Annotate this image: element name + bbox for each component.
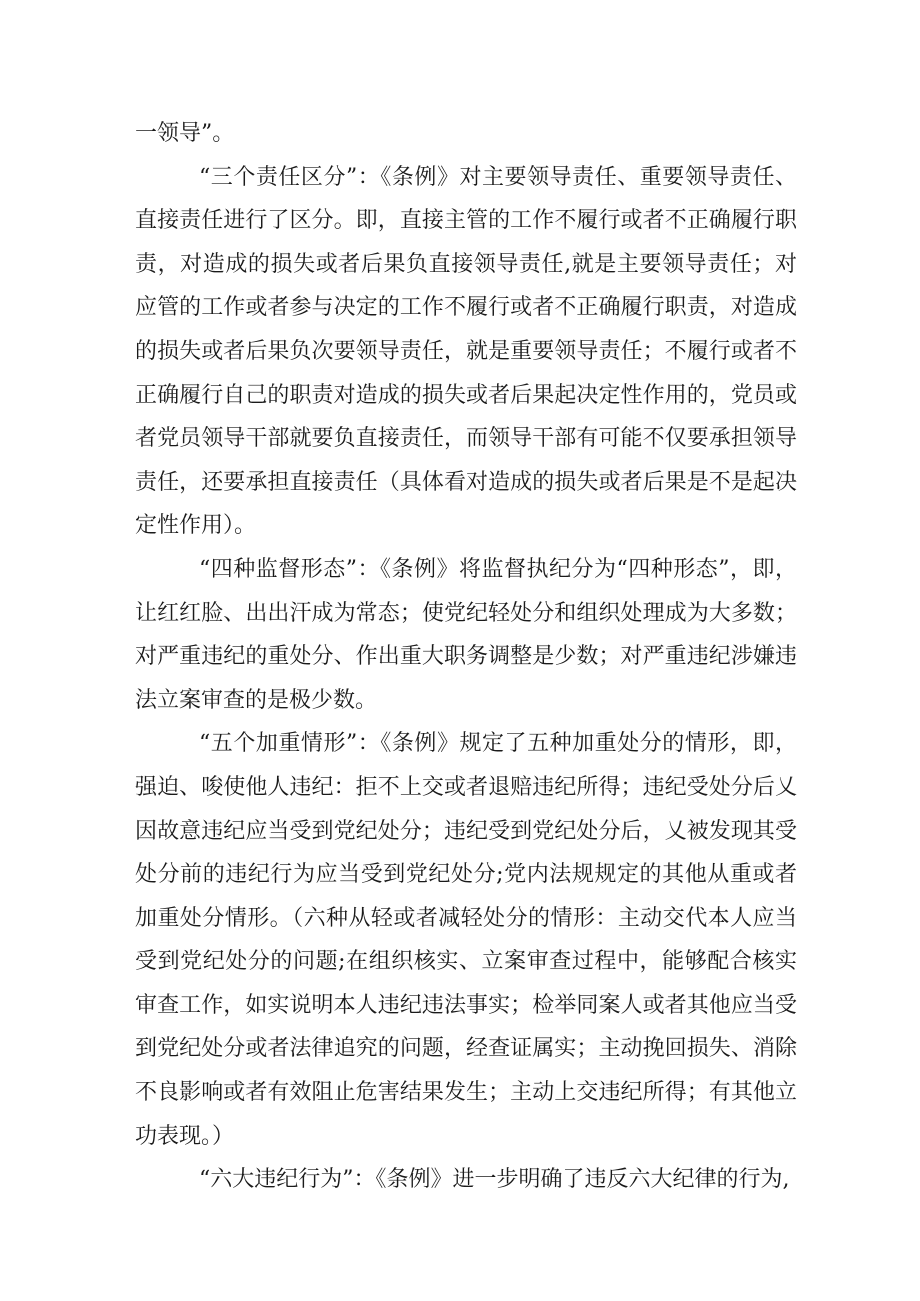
paragraph-five-aggravating: “五个加重情形”：《条例》规定了五种加重处分的情形，即，强迫、唆使他人违纪：拒不上交或者退赔违纪所得；违纪受处分后乂因故意违纪应当受到党纪处分；违纪受到党纪处分后，乂被发现其受处分前的违纪行为应当受到党纪处分;党内法规规定的其他从重或者加重处分情形。（六种从轻或者减轻处分的情形：主动交代本人应当受到党纪处分的问题;在组织核实、立案审查过程中，能够配合核实审查工作，如实说明本人违纪违法事实；检举同案人或者其他应当受到党纪处分或者法律追究的问题，经查证属实；主动挽回损失、消除不良影响或者有效阻止危害结果发生；主动上交违纪所得；有其他立功表现。） <box>135 731 797 1149</box>
paragraph-continuation: 一领导”。 <box>135 121 235 146</box>
paragraph-four-forms: “四种监督形态”：《条例》将监督执纪分为“四种形态”，即，让红红脸、出出汗成为常态；使党纪轻处分和组织处理成为大多数；对严重违纪的重处分、作出重大职务调整是少数；对严重违纪涉嫌违法立案审查的是极少数。 <box>135 556 797 713</box>
paragraph-three-responsibilities: “三个责任区分”：《条例》对主要领导责任、重要领导责任、直接责任进行了区分。即，直接主管的工作不履行或者不正确履行职责，对造成的损失或者后果负直接领导责任,就是主要领导责任；对应管的工作或者参与决定的工作不履行或者不正确履行职责，对造成的损失或者后果负次要领导责任，就是重要领导责任；不履行或者不正确履行自己的职责对造成的损失或者后果起决定性作用的，党员或者党员领导干部就要负直接责任，而领导干部有可能不仅要承担领导责任，还要承担直接责任（具体看对造成的损失或者后果是不是起决定性作用）。 <box>135 164 797 539</box>
paragraph-six-violations: “六大违纪行为”：《条例》进一步明确了违反六大纪律的行为, <box>199 1167 790 1193</box>
document-body <box>135 112 797 1202</box>
